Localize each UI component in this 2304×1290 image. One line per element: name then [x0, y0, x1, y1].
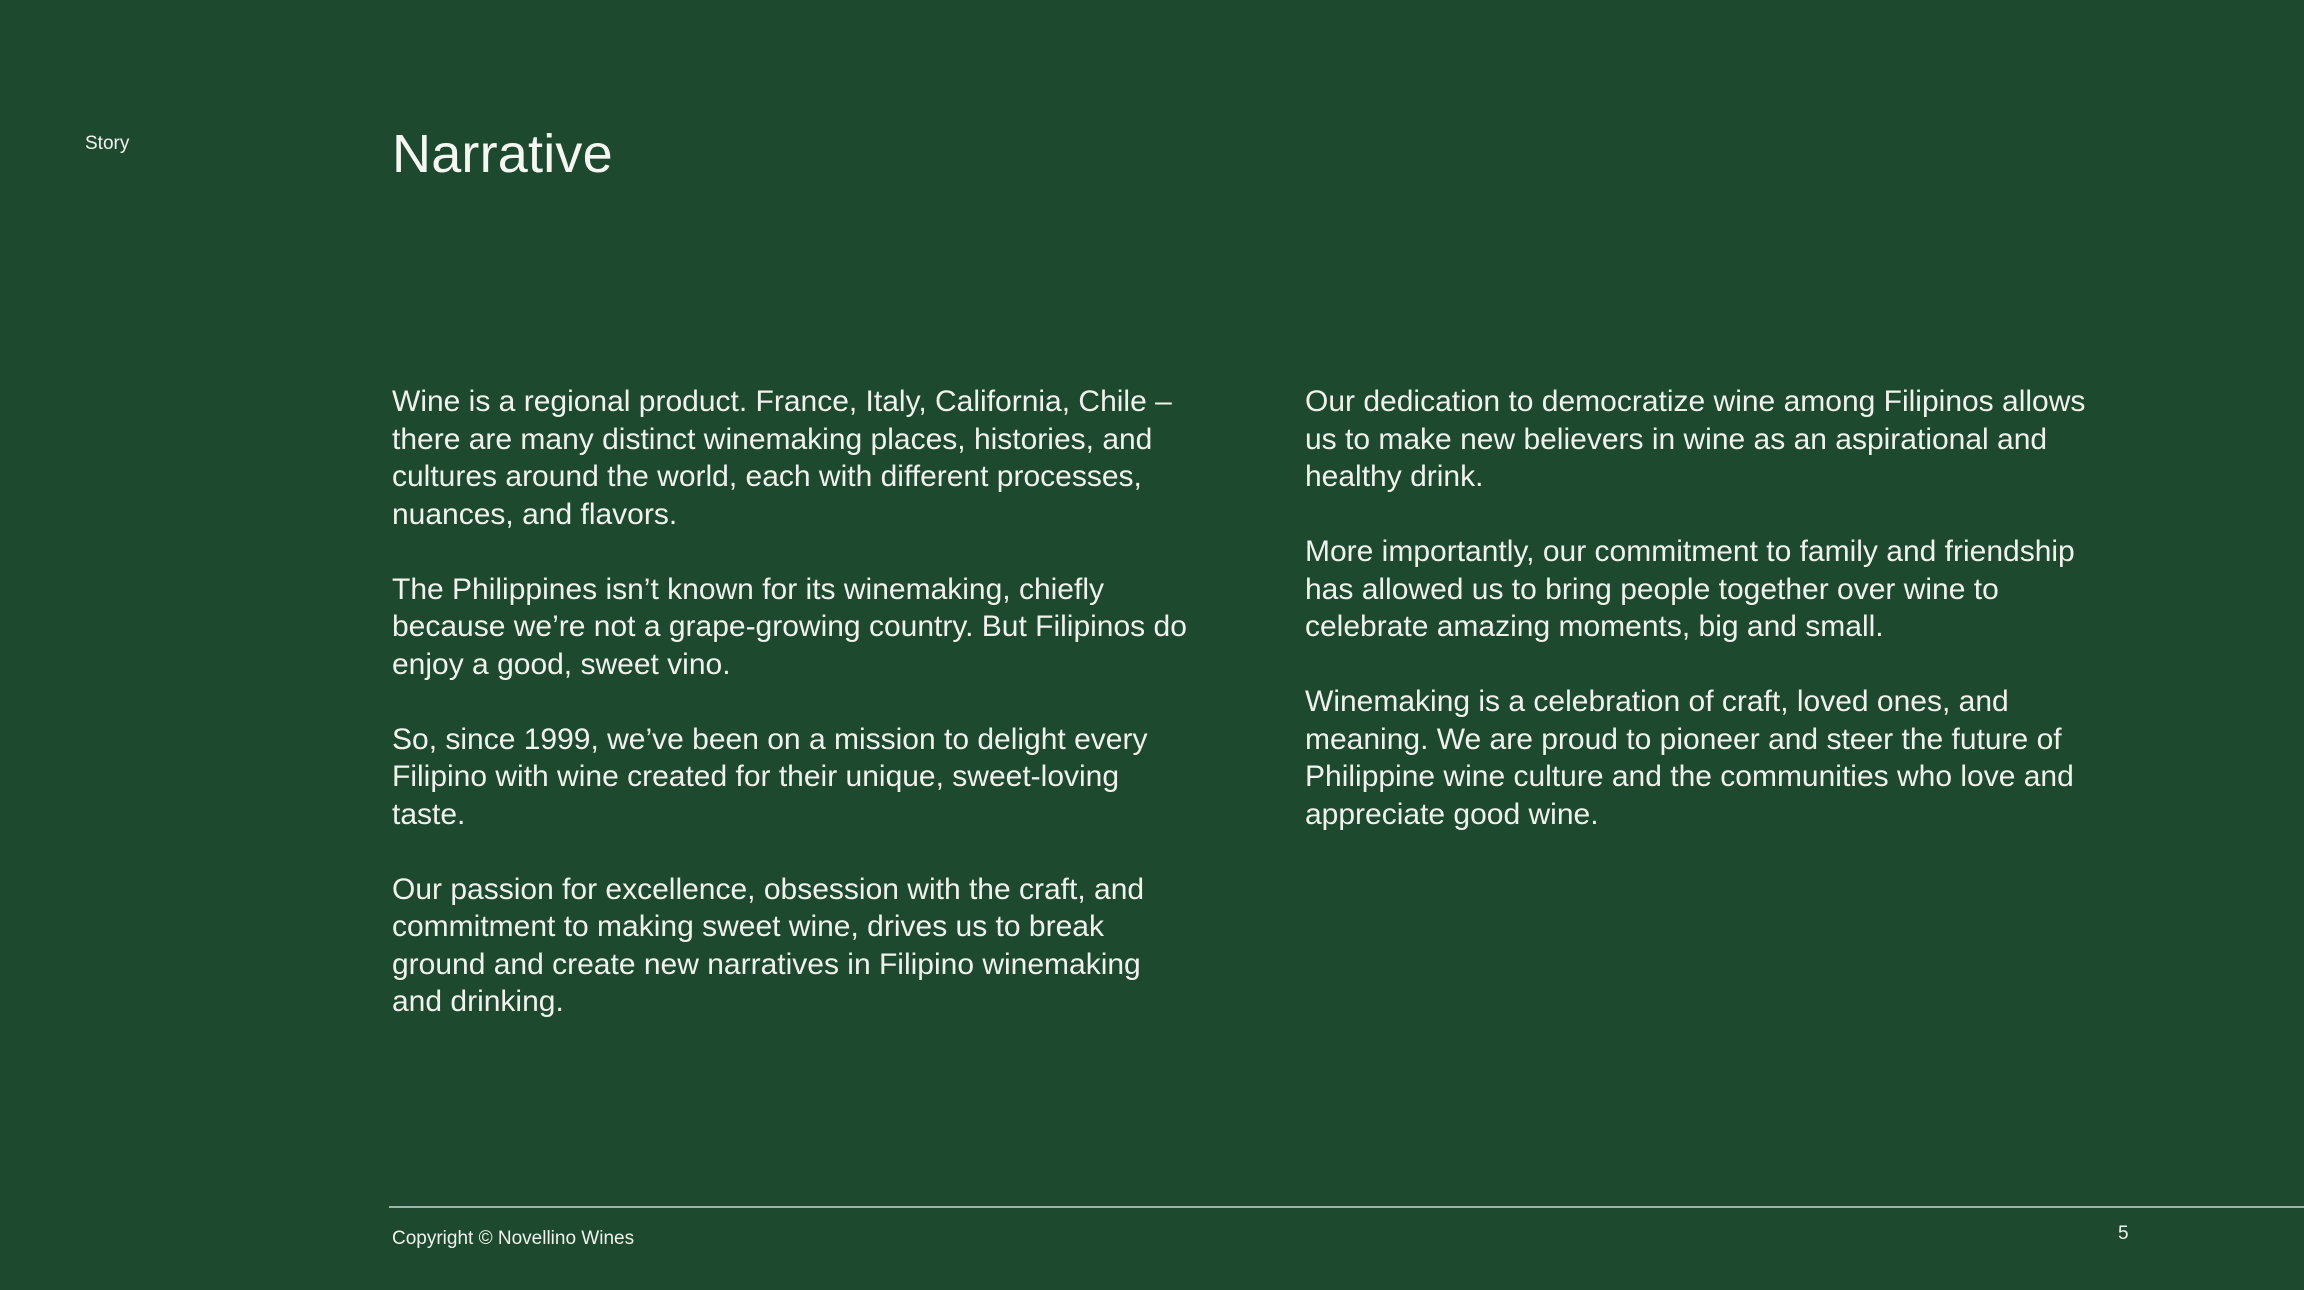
left-paragraph-4: Our passion for excellence, obsession with the craft, and commitment to making sweet wine, drives us to break ground and create new narratives in Filipino winemaking and drinking. [392, 872, 1145, 1018]
page-number: 5 [2118, 1223, 2129, 1244]
left-column [392, 383, 1192, 1058]
section-label: Story [85, 133, 130, 154]
left-paragraph-2: The Philippines isn’t known for its winemaking, chiefly because we’re not a grape-growing country. But Filipinos do enjoy a good, sweet vino. [392, 572, 1187, 681]
left-paragraph-1: Wine is a regional product. France, Italy, California, Chile – there are many distinct winemaking places, histories, and cultures around the world, each with different processes, nuances, and flavors. [392, 385, 1172, 531]
right-column [1305, 383, 2110, 871]
right-paragraph-3: Winemaking is a celebration of craft, loved ones, and meaning. We are proud to pioneer and steer the future of Philippine wine culture and the communities who love and appreciate good wine. [1305, 685, 2074, 831]
left-paragraph-3: So, since 1999, we’ve been on a mission to delight every Filipino with wine created for their unique, sweet-loving taste. [392, 722, 1148, 831]
page-title: Narrative [392, 124, 613, 184]
right-paragraph-1: Our dedication to democratize wine among Filipinos allows us to make new believers in wine as an aspirational and healthy drink. [1305, 385, 2086, 493]
footer-divider [389, 1206, 2304, 1208]
copyright-text: Copyright © Novellino Wines [392, 1228, 635, 1249]
right-paragraph-2: More importantly, our commitment to family and friendship has allowed us to bring people together over wine to celebrate amazing moments, big and small. [1305, 535, 2075, 643]
